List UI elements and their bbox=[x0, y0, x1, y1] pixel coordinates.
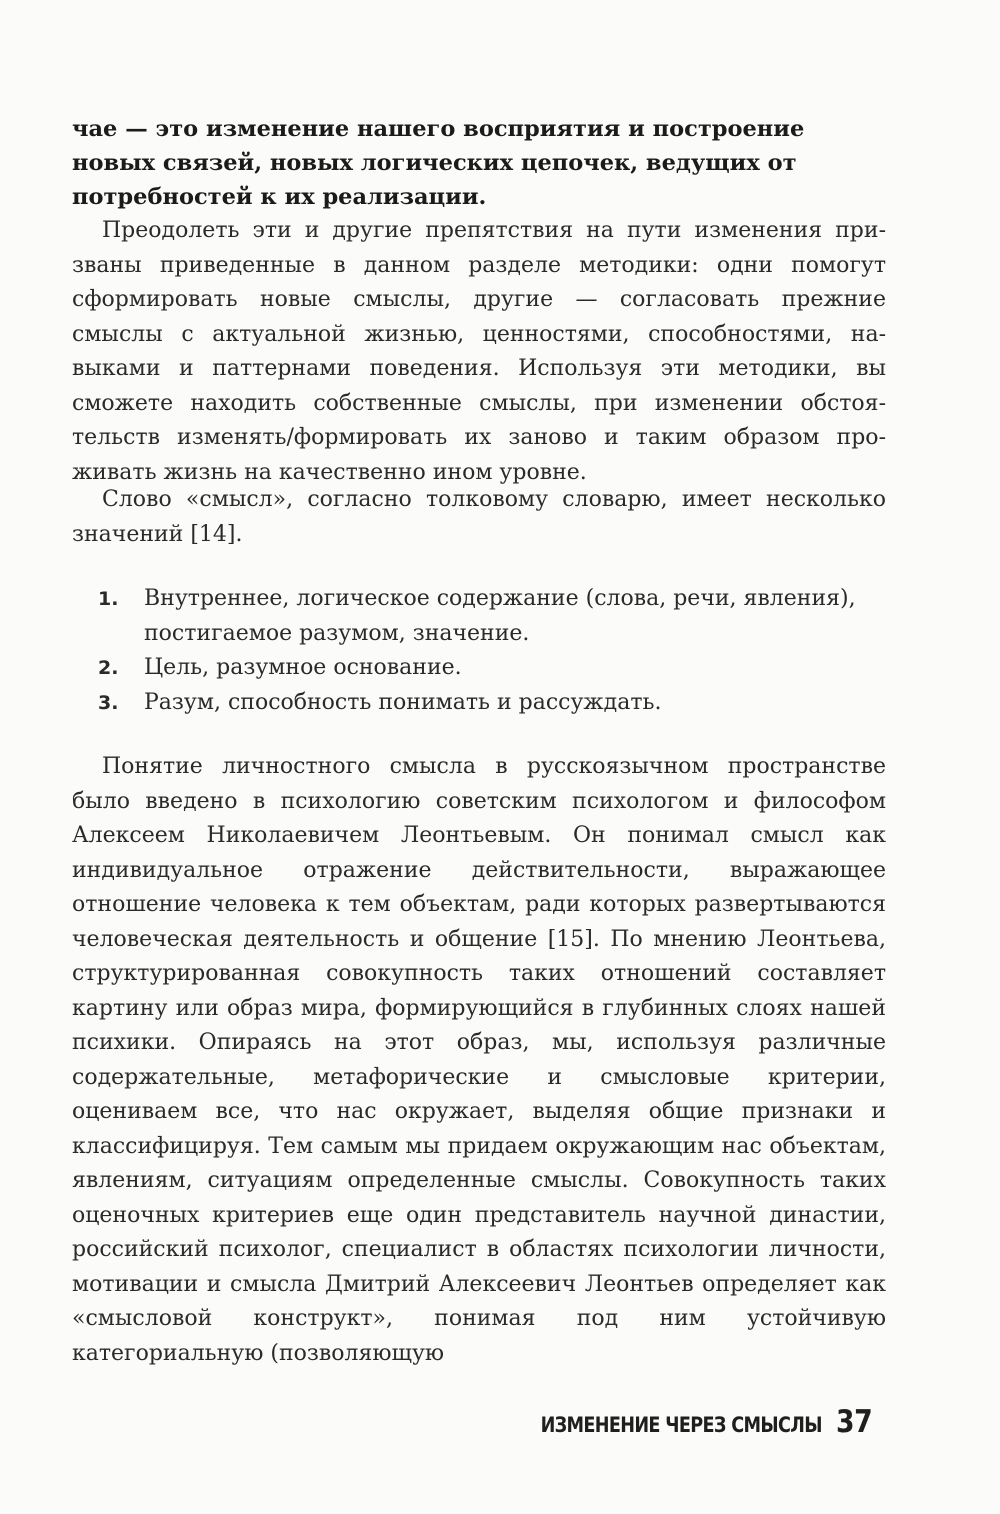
paragraph-personal-meaning: Понятие личностного смысла в русскоязычном пространстве было введено в психологию советским психологом и философом Алексеем Николаевичем Леонтьевым. Он понимал смысл как индивидуальное отражение действительности, выражающее отношение человека к тем объектам, ради которых развертываются человеческая деятельность и общение [15]. По мнению Леонтьева, структурированная совокупность таких отношений составляет картину или образ мира, формирующийся в глубинных слоях нашей психики. Опираясь на этот образ, мы, используя различные содержательные, метафорические и смысловые критерии, оцениваем все, что нас окружает, выделяя общие признаки и классифицируя. Тем самым мы придаем окружающим нас объектам, явлениям, ситуациям определенные смыслы. Совокупность таких оценочных критериев еще один представитель научной династии, российский психолог, специалист в областях психологии личности, мотивации и смысла Дмитрий Алексеевич Леонтьев определяет как «смысловой конструкт», понимая под ним устойчивую категориальную (позволяющую bbox=[72, 754, 886, 1366]
page-number: 37 bbox=[835, 1404, 873, 1440]
list-item-number: 2. bbox=[98, 657, 119, 679]
list-item bbox=[98, 651, 890, 686]
list-item-text: Разум, способность понимать и рассуждать. bbox=[144, 689, 662, 715]
list-item-number: 1. bbox=[98, 588, 119, 610]
bold-intro-text: чае — это изменение нашего восприятия и построение новых связей, новых логических цепочек, ведущих от потребностей к их реализации. bbox=[72, 116, 805, 210]
page-footer bbox=[487, 1404, 878, 1440]
paragraph-methods: Преодолеть эти и другие препятствия на пути изменения призваны приведенные в данном разделе методики: одни помогут сформировать новые смыслы, другие — согласовать прежние смыслы с актуальной жизнью, ценностями, способностями, навыками и паттернами поведения. Используя эти методики, вы сможете находить собственные смыслы, при изменении обстоятельств изменять/формировать их заново и таким образом проживать жизнь на качественно ином уровне. bbox=[72, 218, 886, 485]
list-item-number: 3. bbox=[98, 691, 119, 714]
list-item-text: Цель, разумное основание. bbox=[144, 655, 462, 680]
list-item bbox=[98, 686, 890, 721]
list-item-text: Внутреннее, логическое содержание (слова, речи, явления), постигаемое разумом, значение. bbox=[144, 586, 856, 646]
list-item bbox=[98, 582, 890, 651]
running-footer-title: ИЗМЕНЕНИЕ ЧЕРЕЗ СМЫСЛЫ bbox=[540, 1413, 822, 1437]
meaning-definitions-list bbox=[98, 582, 890, 720]
paragraph-meaning-definition: Слово «смысл», согласно толковому словарю, имеет несколько значений [14]. bbox=[72, 487, 886, 547]
